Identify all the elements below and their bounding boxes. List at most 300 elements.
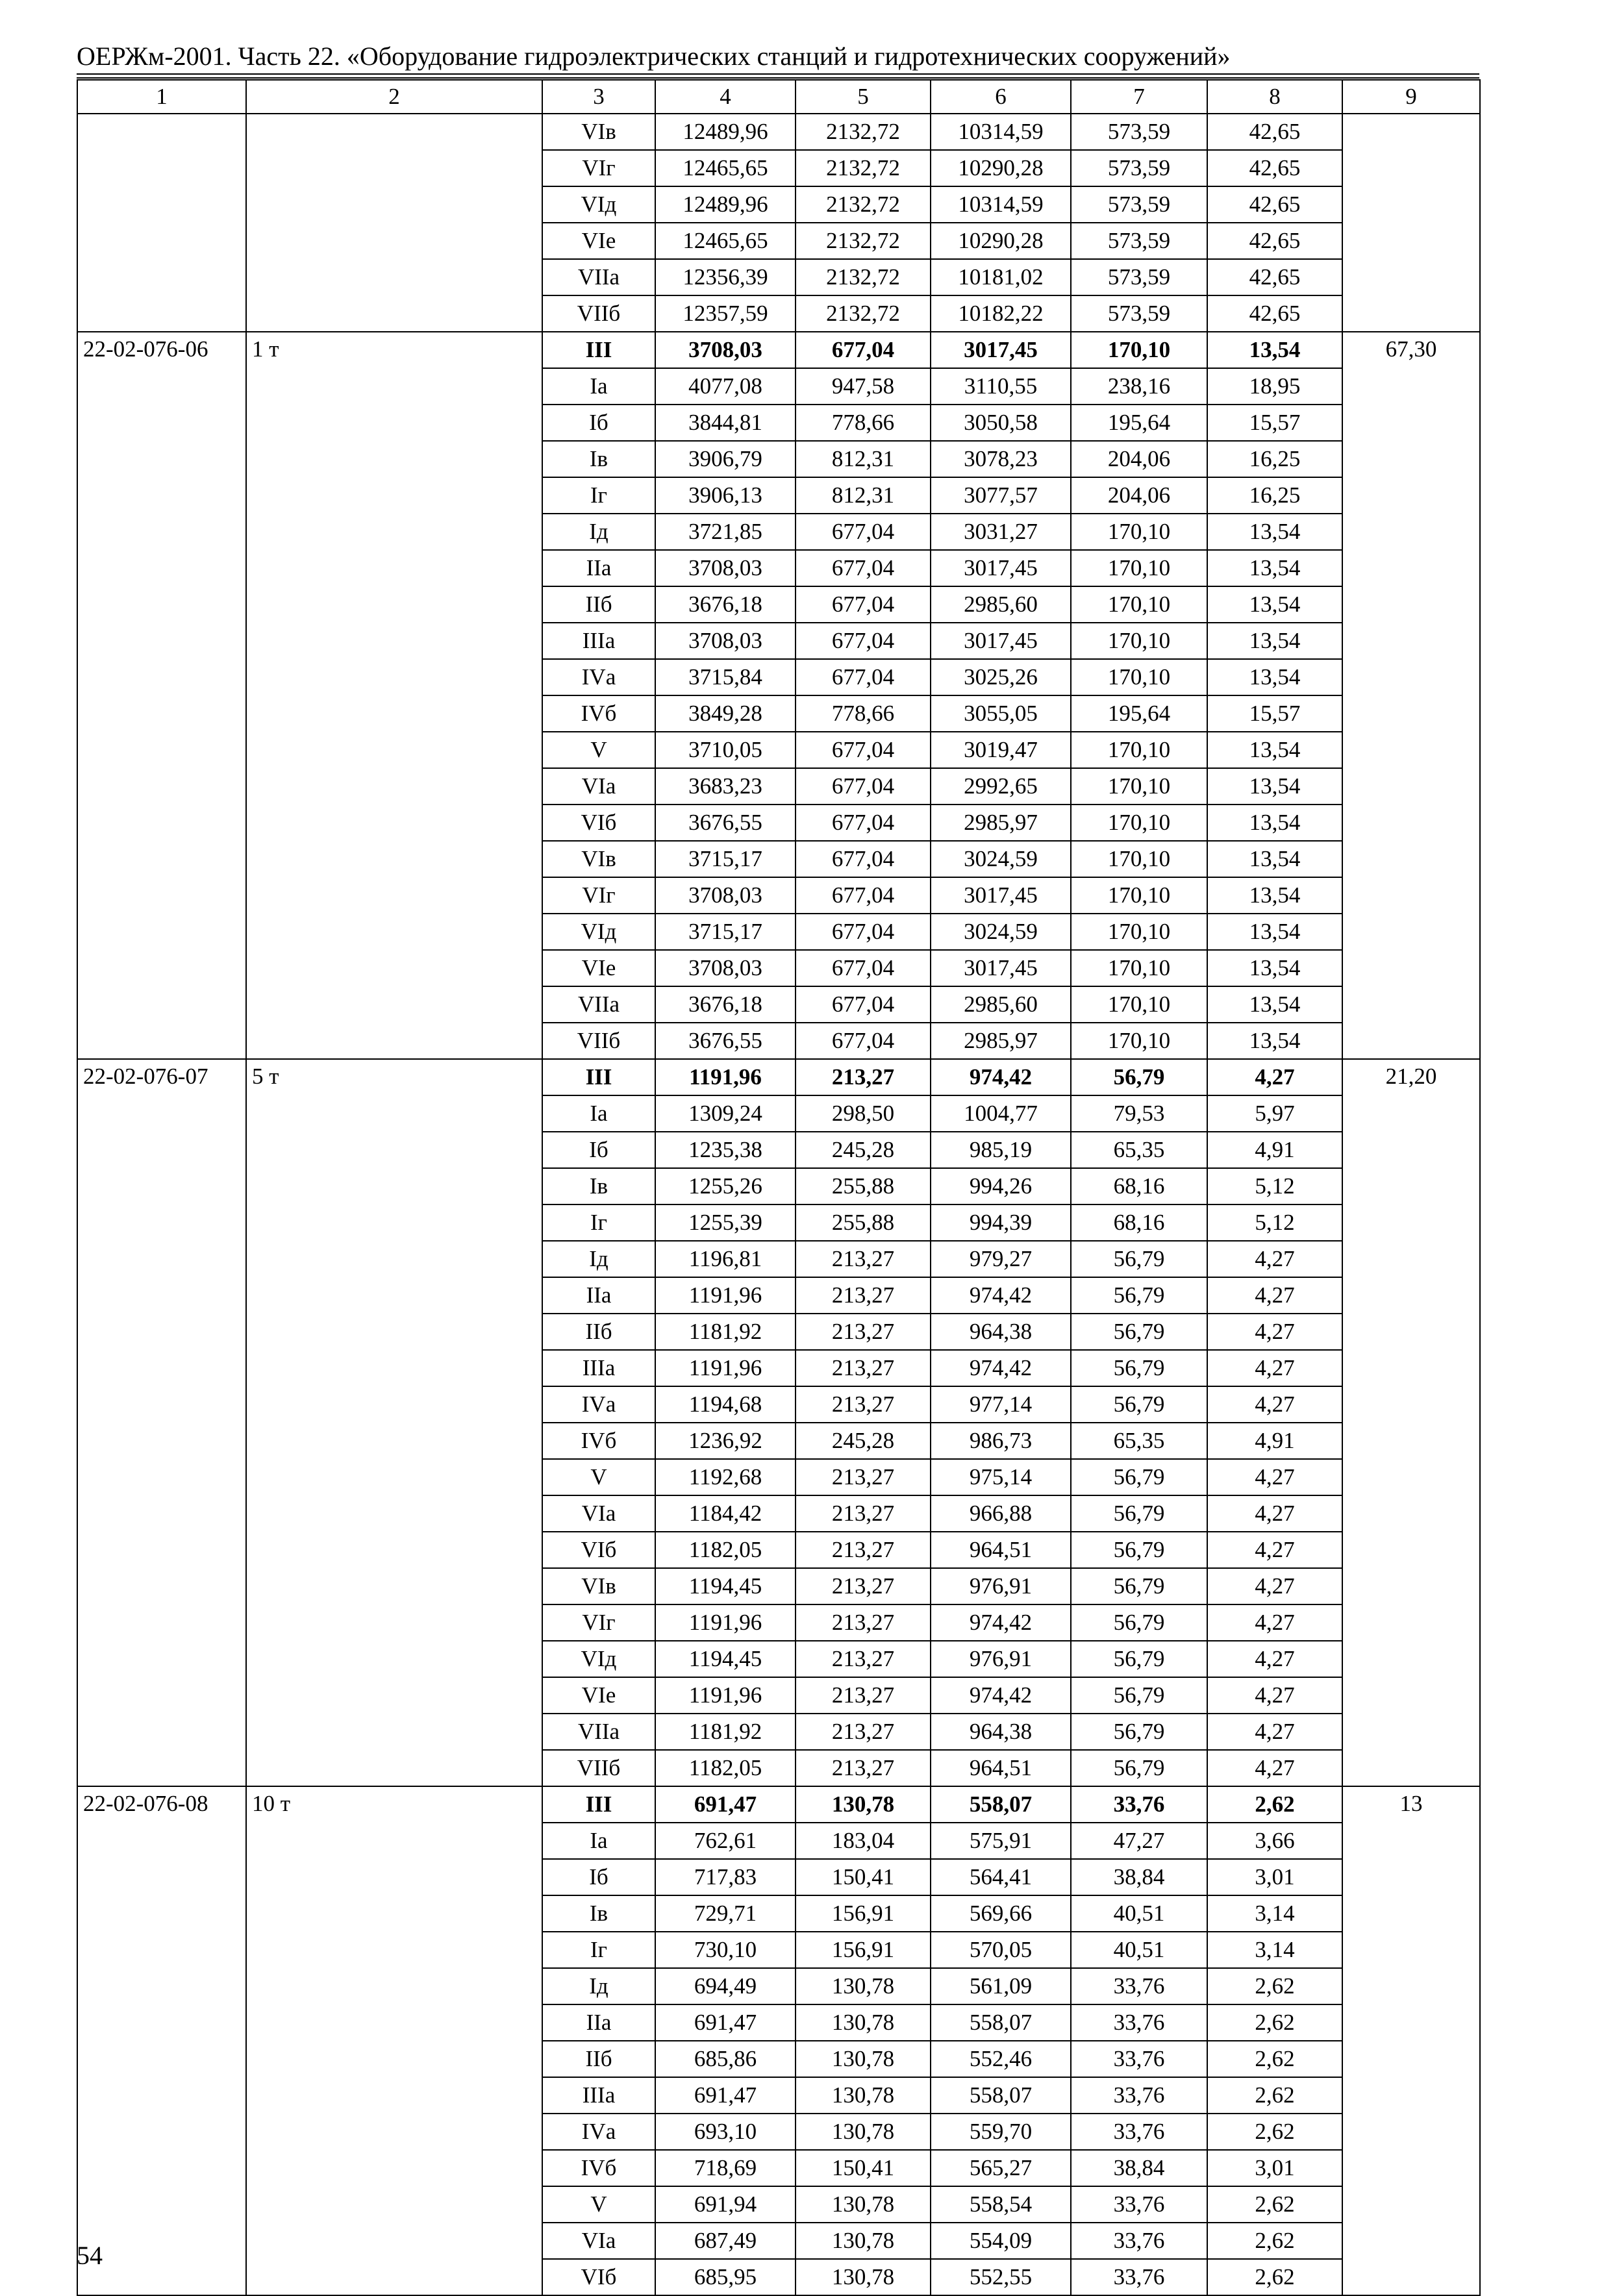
- col8-cell: 15,57: [1207, 695, 1342, 732]
- zone-cell: VIIб: [542, 1750, 655, 1786]
- col6-cell: 974,42: [931, 1604, 1071, 1641]
- zone-cell: VIе: [542, 950, 655, 986]
- col6-cell: 565,27: [931, 2150, 1071, 2186]
- col5-cell: 298,50: [796, 1095, 931, 1132]
- col5-cell: 213,27: [796, 1059, 931, 1095]
- col4-cell: 691,47: [655, 2004, 796, 2041]
- col8-cell: 4,27: [1207, 1059, 1342, 1095]
- col8-cell: 13,54: [1207, 586, 1342, 623]
- col8-cell: 2,62: [1207, 2041, 1342, 2077]
- col9-cell: 21,20: [1342, 1059, 1480, 1786]
- item-code-cell: [77, 114, 246, 332]
- col4-cell: 1191,96: [655, 1059, 796, 1095]
- col4-cell: 1194,45: [655, 1641, 796, 1677]
- col6-cell: 979,27: [931, 1241, 1071, 1277]
- col7-cell: 238,16: [1071, 368, 1207, 405]
- col8-cell: 4,27: [1207, 1495, 1342, 1532]
- col7-cell: 33,76: [1071, 2077, 1207, 2114]
- col8-cell: 3,14: [1207, 1932, 1342, 1968]
- zone-cell: IIб: [542, 586, 655, 623]
- col6-cell: 569,66: [931, 1895, 1071, 1932]
- zone-cell: VIа: [542, 1495, 655, 1532]
- col6-cell: 1004,77: [931, 1095, 1071, 1132]
- col5-cell: 778,66: [796, 695, 931, 732]
- col8-cell: 5,97: [1207, 1095, 1342, 1132]
- col5-cell: 213,27: [796, 1459, 931, 1495]
- col8-cell: 3,01: [1207, 1859, 1342, 1895]
- col4-cell: 3676,55: [655, 805, 796, 841]
- table-body: [77, 114, 1480, 2295]
- col5-cell: 255,88: [796, 1204, 931, 1241]
- col6-cell: 975,14: [931, 1459, 1071, 1495]
- page-header-title: ОЕРЖм-2001. Часть 22. «Оборудование гидроэлектрических станций и гидротехнических сооружений»: [77, 42, 1231, 71]
- zone-cell: Iа: [542, 1095, 655, 1132]
- zone-cell: VIIб: [542, 295, 655, 332]
- col8-cell: 16,25: [1207, 441, 1342, 477]
- col7-cell: 47,27: [1071, 1823, 1207, 1859]
- col7-cell: 56,79: [1071, 1604, 1207, 1641]
- col4-cell: 717,83: [655, 1859, 796, 1895]
- col7-cell: 56,79: [1071, 1314, 1207, 1350]
- col5-cell: 677,04: [796, 768, 931, 805]
- zone-cell: VIе: [542, 223, 655, 259]
- col5-cell: 130,78: [796, 1968, 931, 2004]
- col8-cell: 4,27: [1207, 1386, 1342, 1423]
- col8-cell: 2,62: [1207, 1968, 1342, 2004]
- zone-cell: VIб: [542, 2259, 655, 2295]
- col8-cell: 4,27: [1207, 1677, 1342, 1714]
- zone-cell: VIв: [542, 114, 655, 150]
- col6-cell: 3017,45: [931, 877, 1071, 914]
- col6-cell: 3078,23: [931, 441, 1071, 477]
- col8-cell: 4,27: [1207, 1714, 1342, 1750]
- col5-cell: 213,27: [796, 1568, 931, 1604]
- col5-cell: 245,28: [796, 1423, 931, 1459]
- col7-cell: 204,06: [1071, 441, 1207, 477]
- col8-cell: 13,54: [1207, 841, 1342, 877]
- col6-cell: 561,09: [931, 1968, 1071, 2004]
- col7-cell: 56,79: [1071, 1532, 1207, 1568]
- col5-cell: 213,27: [796, 1386, 931, 1423]
- col8-cell: 4,27: [1207, 1277, 1342, 1314]
- col8-cell: 2,62: [1207, 2186, 1342, 2223]
- col6-cell: 966,88: [931, 1495, 1071, 1532]
- col6-cell: 3077,57: [931, 477, 1071, 514]
- col8-cell: 42,65: [1207, 150, 1342, 186]
- col6-cell: 3024,59: [931, 841, 1071, 877]
- col5-cell: 2132,72: [796, 114, 931, 150]
- zone-cell: Iб: [542, 1132, 655, 1168]
- col7-cell: 195,64: [1071, 695, 1207, 732]
- col5-cell: 130,78: [796, 2223, 931, 2259]
- col4-cell: 1182,05: [655, 1532, 796, 1568]
- col4-cell: 3710,05: [655, 732, 796, 768]
- col7-cell: 573,59: [1071, 223, 1207, 259]
- col7-cell: 33,76: [1071, 2041, 1207, 2077]
- zone-cell: VIв: [542, 841, 655, 877]
- col6-cell: 558,07: [931, 2077, 1071, 2114]
- col5-cell: 156,91: [796, 1932, 931, 1968]
- column-header: 4: [655, 80, 796, 114]
- col8-cell: 4,27: [1207, 1604, 1342, 1641]
- col4-cell: 3715,17: [655, 914, 796, 950]
- col8-cell: 13,54: [1207, 623, 1342, 659]
- col6-cell: 976,91: [931, 1641, 1071, 1677]
- col5-cell: 213,27: [796, 1532, 931, 1568]
- column-header: 1: [77, 80, 246, 114]
- col7-cell: 170,10: [1071, 950, 1207, 986]
- col4-cell: 691,94: [655, 2186, 796, 2223]
- col4-cell: 3849,28: [655, 695, 796, 732]
- col7-cell: 170,10: [1071, 550, 1207, 586]
- col6-cell: 964,38: [931, 1314, 1071, 1350]
- col5-cell: 2132,72: [796, 259, 931, 295]
- col6-cell: 2985,97: [931, 805, 1071, 841]
- zone-cell: IVа: [542, 1386, 655, 1423]
- col7-cell: 170,10: [1071, 659, 1207, 695]
- col6-cell: 559,70: [931, 2114, 1071, 2150]
- col7-cell: 56,79: [1071, 1568, 1207, 1604]
- col4-cell: 3708,03: [655, 950, 796, 986]
- column-header: 6: [931, 80, 1071, 114]
- col8-cell: 15,57: [1207, 405, 1342, 441]
- zone-cell: IIб: [542, 1314, 655, 1350]
- col5-cell: 677,04: [796, 623, 931, 659]
- col7-cell: 40,51: [1071, 1932, 1207, 1968]
- col8-cell: 4,27: [1207, 1568, 1342, 1604]
- col7-cell: 56,79: [1071, 1241, 1207, 1277]
- col8-cell: 18,95: [1207, 368, 1342, 405]
- col5-cell: 213,27: [796, 1677, 931, 1714]
- col6-cell: 10290,28: [931, 223, 1071, 259]
- item-name-cell: [246, 114, 542, 332]
- col5-cell: 255,88: [796, 1168, 931, 1204]
- zone-cell: Iа: [542, 368, 655, 405]
- col7-cell: 170,10: [1071, 332, 1207, 368]
- col6-cell: 3025,26: [931, 659, 1071, 695]
- col4-cell: 1191,96: [655, 1277, 796, 1314]
- col5-cell: 213,27: [796, 1314, 931, 1350]
- col4-cell: 1309,24: [655, 1095, 796, 1132]
- zone-cell: VIIа: [542, 1714, 655, 1750]
- col6-cell: 575,91: [931, 1823, 1071, 1859]
- col8-cell: 13,54: [1207, 550, 1342, 586]
- col5-cell: 2132,72: [796, 150, 931, 186]
- column-header: 7: [1071, 80, 1207, 114]
- col9-cell: 13: [1342, 1786, 1480, 2295]
- col6-cell: 3050,58: [931, 405, 1071, 441]
- col7-cell: 170,10: [1071, 841, 1207, 877]
- col7-cell: 79,53: [1071, 1095, 1207, 1132]
- zone-cell: Iг: [542, 477, 655, 514]
- col6-cell: 2985,60: [931, 586, 1071, 623]
- col7-cell: 56,79: [1071, 1641, 1207, 1677]
- col6-cell: 3017,45: [931, 550, 1071, 586]
- zone-cell: Iв: [542, 441, 655, 477]
- col7-cell: 33,76: [1071, 2259, 1207, 2295]
- col5-cell: 213,27: [796, 1495, 931, 1532]
- col6-cell: 10314,59: [931, 114, 1071, 150]
- col5-cell: 677,04: [796, 986, 931, 1023]
- col9-cell: 67,30: [1342, 332, 1480, 1059]
- header-double-rule: [77, 73, 1479, 79]
- zone-cell: VIа: [542, 768, 655, 805]
- col6-cell: 2985,60: [931, 986, 1071, 1023]
- zone-cell: IIIа: [542, 2077, 655, 2114]
- table-row: [77, 332, 1480, 368]
- col8-cell: 4,27: [1207, 1459, 1342, 1495]
- col8-cell: 4,27: [1207, 1241, 1342, 1277]
- zone-cell: V: [542, 1459, 655, 1495]
- col6-cell: 3017,45: [931, 950, 1071, 986]
- col5-cell: 812,31: [796, 441, 931, 477]
- col6-cell: 3019,47: [931, 732, 1071, 768]
- col5-cell: 130,78: [796, 2186, 931, 2223]
- col7-cell: 33,76: [1071, 2223, 1207, 2259]
- col6-cell: 3055,05: [931, 695, 1071, 732]
- col4-cell: 1184,42: [655, 1495, 796, 1532]
- col7-cell: 56,79: [1071, 1677, 1207, 1714]
- col5-cell: 677,04: [796, 914, 931, 950]
- col6-cell: 2985,97: [931, 1023, 1071, 1059]
- zone-cell: Iб: [542, 1859, 655, 1895]
- zone-cell: IIIа: [542, 1350, 655, 1386]
- col8-cell: 4,27: [1207, 1350, 1342, 1386]
- zone-cell: IIIа: [542, 623, 655, 659]
- col4-cell: 1255,26: [655, 1168, 796, 1204]
- col6-cell: 974,42: [931, 1059, 1071, 1095]
- col5-cell: 677,04: [796, 332, 931, 368]
- col6-cell: 994,26: [931, 1168, 1071, 1204]
- col8-cell: 13,54: [1207, 986, 1342, 1023]
- col8-cell: 4,27: [1207, 1532, 1342, 1568]
- col5-cell: 130,78: [796, 2259, 931, 2295]
- zone-cell: VIд: [542, 1641, 655, 1677]
- col7-cell: 33,76: [1071, 2114, 1207, 2150]
- col5-cell: 2132,72: [796, 223, 931, 259]
- col4-cell: 3708,03: [655, 550, 796, 586]
- col6-cell: 964,38: [931, 1714, 1071, 1750]
- col8-cell: 4,91: [1207, 1132, 1342, 1168]
- col7-cell: 56,79: [1071, 1495, 1207, 1532]
- col4-cell: 3715,17: [655, 841, 796, 877]
- item-name-cell: 1 т: [246, 332, 542, 1059]
- col7-cell: 170,10: [1071, 586, 1207, 623]
- col5-cell: 150,41: [796, 1859, 931, 1895]
- col8-cell: 2,62: [1207, 2259, 1342, 2295]
- zone-cell: Iа: [542, 1823, 655, 1859]
- column-header: 9: [1342, 80, 1480, 114]
- col6-cell: 558,07: [931, 2004, 1071, 2041]
- col7-cell: 33,76: [1071, 2186, 1207, 2223]
- column-header: 2: [246, 80, 542, 114]
- col6-cell: 2992,65: [931, 768, 1071, 805]
- col7-cell: 65,35: [1071, 1423, 1207, 1459]
- zone-cell: VIе: [542, 1677, 655, 1714]
- item-code-cell: 22-02-076-06: [77, 332, 246, 1059]
- col8-cell: 13,54: [1207, 332, 1342, 368]
- col5-cell: 156,91: [796, 1895, 931, 1932]
- col9-cell: [1342, 114, 1480, 332]
- col7-cell: 56,79: [1071, 1750, 1207, 1786]
- col5-cell: 213,27: [796, 1604, 931, 1641]
- table-row: [77, 1059, 1480, 1095]
- col8-cell: 13,54: [1207, 1023, 1342, 1059]
- zone-cell: VIг: [542, 877, 655, 914]
- col4-cell: 691,47: [655, 2077, 796, 2114]
- col5-cell: 213,27: [796, 1714, 931, 1750]
- col4-cell: 685,95: [655, 2259, 796, 2295]
- column-header: 8: [1207, 80, 1342, 114]
- col8-cell: 2,62: [1207, 1786, 1342, 1823]
- col7-cell: 573,59: [1071, 259, 1207, 295]
- col6-cell: 964,51: [931, 1532, 1071, 1568]
- col5-cell: 677,04: [796, 950, 931, 986]
- zone-cell: IVб: [542, 1423, 655, 1459]
- column-header: 5: [796, 80, 931, 114]
- col7-cell: 56,79: [1071, 1059, 1207, 1095]
- col4-cell: 718,69: [655, 2150, 796, 2186]
- column-header: 3: [542, 80, 655, 114]
- col8-cell: 13,54: [1207, 768, 1342, 805]
- col7-cell: 204,06: [1071, 477, 1207, 514]
- col8-cell: 13,54: [1207, 659, 1342, 695]
- col7-cell: 573,59: [1071, 114, 1207, 150]
- col7-cell: 56,79: [1071, 1277, 1207, 1314]
- col4-cell: 729,71: [655, 1895, 796, 1932]
- col5-cell: 677,04: [796, 732, 931, 768]
- col6-cell: 570,05: [931, 1932, 1071, 1968]
- item-code-cell: 22-02-076-08: [77, 1786, 246, 2295]
- col5-cell: 213,27: [796, 1350, 931, 1386]
- col6-cell: 10182,22: [931, 295, 1071, 332]
- col4-cell: 3715,84: [655, 659, 796, 695]
- col7-cell: 65,35: [1071, 1132, 1207, 1168]
- zone-cell: IVа: [542, 659, 655, 695]
- col4-cell: 762,61: [655, 1823, 796, 1859]
- col5-cell: 130,78: [796, 1786, 931, 1823]
- col7-cell: 195,64: [1071, 405, 1207, 441]
- col5-cell: 213,27: [796, 1641, 931, 1677]
- zone-cell: IIа: [542, 1277, 655, 1314]
- col7-cell: 573,59: [1071, 150, 1207, 186]
- col6-cell: 554,09: [931, 2223, 1071, 2259]
- col7-cell: 38,84: [1071, 2150, 1207, 2186]
- zone-cell: III: [542, 1786, 655, 1823]
- col5-cell: 677,04: [796, 586, 931, 623]
- zone-cell: III: [542, 332, 655, 368]
- col8-cell: 42,65: [1207, 223, 1342, 259]
- col7-cell: 38,84: [1071, 1859, 1207, 1895]
- zone-cell: IIа: [542, 2004, 655, 2041]
- col6-cell: 558,07: [931, 1786, 1071, 1823]
- table-row: [77, 114, 1480, 150]
- col6-cell: 986,73: [931, 1423, 1071, 1459]
- item-name-cell: 10 т: [246, 1786, 542, 2295]
- col5-cell: 213,27: [796, 1750, 931, 1786]
- col7-cell: 170,10: [1071, 514, 1207, 550]
- zone-cell: VIг: [542, 150, 655, 186]
- zone-cell: V: [542, 732, 655, 768]
- col8-cell: 2,62: [1207, 2223, 1342, 2259]
- zone-cell: VIIа: [542, 986, 655, 1023]
- col5-cell: 812,31: [796, 477, 931, 514]
- col7-cell: 56,79: [1071, 1714, 1207, 1750]
- col8-cell: 13,54: [1207, 732, 1342, 768]
- col7-cell: 56,79: [1071, 1386, 1207, 1423]
- col4-cell: 1235,38: [655, 1132, 796, 1168]
- col4-cell: 1236,92: [655, 1423, 796, 1459]
- col7-cell: 33,76: [1071, 1786, 1207, 1823]
- col6-cell: 964,51: [931, 1750, 1071, 1786]
- zone-cell: IVа: [542, 2114, 655, 2150]
- col6-cell: 976,91: [931, 1568, 1071, 1604]
- col8-cell: 16,25: [1207, 477, 1342, 514]
- col4-cell: 1182,05: [655, 1750, 796, 1786]
- col4-cell: 1192,68: [655, 1459, 796, 1495]
- price-table: [77, 79, 1481, 2296]
- col5-cell: 245,28: [796, 1132, 931, 1168]
- col7-cell: 170,10: [1071, 877, 1207, 914]
- col8-cell: 2,62: [1207, 2077, 1342, 2114]
- col8-cell: 3,14: [1207, 1895, 1342, 1932]
- col8-cell: 4,27: [1207, 1314, 1342, 1350]
- zone-cell: IVб: [542, 695, 655, 732]
- col6-cell: 10181,02: [931, 259, 1071, 295]
- col4-cell: 730,10: [655, 1932, 796, 1968]
- col4-cell: 12489,96: [655, 114, 796, 150]
- col8-cell: 13,54: [1207, 805, 1342, 841]
- col4-cell: 1196,81: [655, 1241, 796, 1277]
- col7-cell: 33,76: [1071, 2004, 1207, 2041]
- item-code-cell: 22-02-076-07: [77, 1059, 246, 1786]
- col8-cell: 5,12: [1207, 1204, 1342, 1241]
- col5-cell: 947,58: [796, 368, 931, 405]
- col7-cell: 170,10: [1071, 732, 1207, 768]
- col5-cell: 677,04: [796, 1023, 931, 1059]
- col4-cell: 3676,18: [655, 586, 796, 623]
- col6-cell: 3031,27: [931, 514, 1071, 550]
- col4-cell: 685,86: [655, 2041, 796, 2077]
- col8-cell: 5,12: [1207, 1168, 1342, 1204]
- col7-cell: 68,16: [1071, 1168, 1207, 1204]
- col4-cell: 3906,13: [655, 477, 796, 514]
- col8-cell: 42,65: [1207, 186, 1342, 223]
- col5-cell: 677,04: [796, 659, 931, 695]
- col7-cell: 68,16: [1071, 1204, 1207, 1241]
- zone-cell: IIб: [542, 2041, 655, 2077]
- col5-cell: 130,78: [796, 2114, 931, 2150]
- col5-cell: 677,04: [796, 550, 931, 586]
- col4-cell: 3721,85: [655, 514, 796, 550]
- col8-cell: 13,54: [1207, 950, 1342, 986]
- col4-cell: 3708,03: [655, 623, 796, 659]
- zone-cell: V: [542, 2186, 655, 2223]
- col8-cell: 42,65: [1207, 114, 1342, 150]
- col6-cell: 974,42: [931, 1277, 1071, 1314]
- table-row: [77, 1786, 1480, 1823]
- zone-cell: VIб: [542, 805, 655, 841]
- col6-cell: 994,39: [931, 1204, 1071, 1241]
- col6-cell: 3024,59: [931, 914, 1071, 950]
- zone-cell: Iв: [542, 1895, 655, 1932]
- col4-cell: 12357,59: [655, 295, 796, 332]
- col4-cell: 691,47: [655, 1786, 796, 1823]
- col4-cell: 12356,39: [655, 259, 796, 295]
- col5-cell: 677,04: [796, 841, 931, 877]
- col7-cell: 170,10: [1071, 986, 1207, 1023]
- zone-cell: VIб: [542, 1532, 655, 1568]
